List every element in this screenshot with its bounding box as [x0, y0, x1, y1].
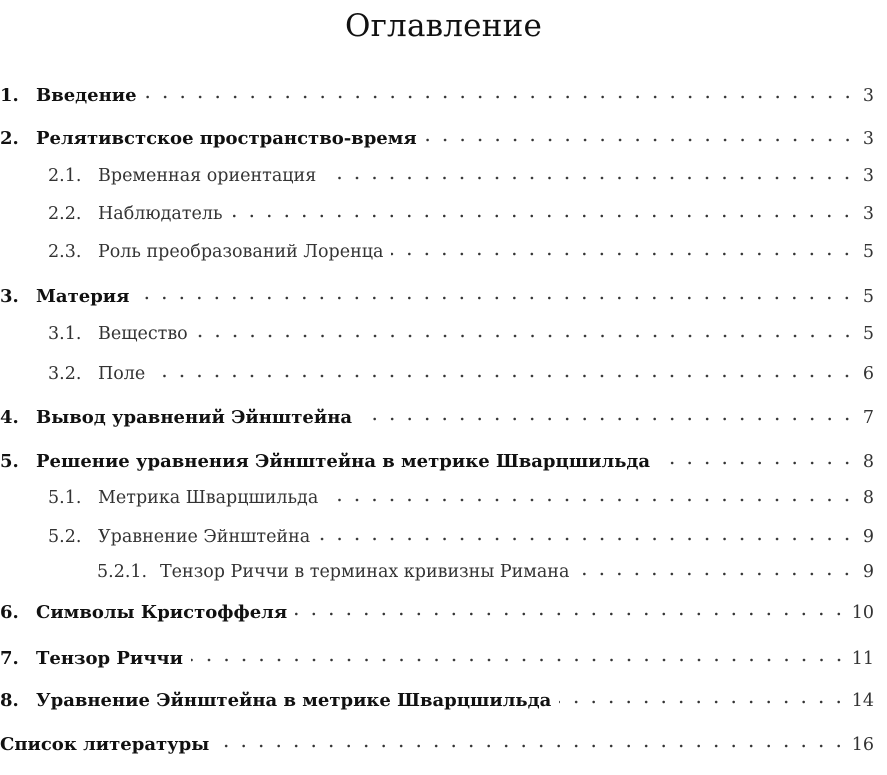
toc-entry-title: Решение уравнения Эйнштейна в метрике Шварцшильда [36, 451, 651, 472]
toc-entry-page: 5 [862, 242, 874, 262]
toc-entry-number: 6. [0, 602, 19, 623]
dot-leader [137, 288, 856, 308]
toc-entry-page: 11 [851, 649, 874, 669]
toc-entry-number: 1. [0, 85, 19, 106]
toc-entry-spacetime[interactable] [0, 128, 874, 154]
toc-entry-bibliography[interactable] [0, 734, 874, 760]
dot-leader [360, 409, 856, 429]
toc-entry-christoffel[interactable] [0, 602, 874, 628]
dot-leader [324, 168, 856, 188]
dot-leader [577, 564, 856, 584]
toc-entry-title: Вывод уравнений Эйнштейна [36, 407, 353, 428]
toc-entry-page: 8 [862, 488, 874, 508]
toc-entry-title: Список литературы [0, 734, 210, 755]
toc-entry-number: 3. [0, 286, 19, 307]
toc-entry-number: 5. [0, 451, 19, 472]
toc-entry-title: Вещество [98, 324, 188, 344]
toc-entry-title: Метрика Шварцшильда [98, 488, 319, 508]
toc-entry-page: 8 [862, 452, 874, 472]
toc-entry-page: 9 [862, 562, 874, 582]
toc-entry-title: Тензор Риччи в терминах кривизны Римана [160, 562, 570, 582]
toc-entry-introduction[interactable] [0, 85, 874, 111]
toc-entry-page: 5 [862, 324, 874, 344]
toc-entry-schwarzschild-solution[interactable] [0, 451, 874, 477]
toc-entry-matter[interactable] [0, 286, 874, 312]
toc-entry-page: 9 [862, 527, 874, 547]
toc-entry-page: 10 [851, 603, 874, 623]
dot-leader [425, 130, 856, 150]
toc-entry-number: 3.2. [48, 364, 82, 384]
toc-entry-title: Релятивстское пространство-время [36, 128, 417, 149]
dot-leader [217, 736, 847, 756]
toc-entry-schwarzschild-metric[interactable] [0, 488, 874, 514]
toc-entry-page: 3 [862, 204, 874, 224]
dot-leader [295, 604, 848, 624]
toc-entry-title: Уравнение Эйнштейна [98, 527, 311, 547]
toc-entry-title: Материя [36, 286, 130, 307]
toc-entry-number: 5.2.1. [97, 562, 148, 582]
toc-entry-field[interactable] [0, 364, 874, 390]
toc-entry-number: 3.1. [48, 324, 82, 344]
toc-entry-title: Роль преобразований Лоренца [98, 242, 384, 262]
toc-entry-lorentz[interactable] [0, 242, 874, 268]
dot-leader [318, 529, 856, 549]
dot-leader [326, 490, 856, 510]
toc-entry-time-orientation[interactable] [0, 166, 874, 192]
toc-entry-number: 7. [0, 648, 19, 669]
toc-entry-observer[interactable] [0, 204, 874, 230]
toc-entry-einstein-derivation[interactable] [0, 407, 874, 433]
toc-entry-title: Уравнение Эйнштейна в метрике Шварцшильда [36, 690, 552, 711]
toc-entry-number: 8. [0, 690, 19, 711]
toc-entry-title: Введение [36, 85, 137, 106]
toc-entry-einstein-equation[interactable] [0, 527, 874, 553]
toc-entry-page: 5 [862, 287, 874, 307]
dot-leader [191, 650, 848, 670]
toc-entry-page: 3 [862, 166, 874, 186]
toc-entry-page: 3 [862, 129, 874, 149]
dot-leader [196, 326, 856, 346]
toc-entry-title: Временная ориентация [98, 166, 317, 186]
toc-entry-page: 3 [862, 86, 874, 106]
dot-leader [230, 206, 856, 226]
dot-leader [559, 692, 847, 712]
toc-entry-ricci-riemann[interactable] [0, 562, 874, 588]
toc-entry-number: 5.1. [48, 488, 82, 508]
page-title: Оглавление [345, 8, 542, 44]
toc-entry-number: 2.3. [48, 242, 82, 262]
toc-entry-number: 5.2. [48, 527, 82, 547]
dot-leader [153, 366, 856, 386]
toc-entry-title: Тензор Риччи [36, 648, 183, 669]
dot-leader [391, 244, 856, 264]
toc-entry-title: Наблюдатель [98, 204, 223, 224]
toc-entry-number: 2.1. [48, 166, 82, 186]
toc-entry-number: 2. [0, 128, 19, 149]
toc-entry-substance[interactable] [0, 324, 874, 350]
dot-leader [658, 453, 856, 473]
toc-entry-number: 4. [0, 407, 19, 428]
toc-entry-page: 14 [851, 691, 874, 711]
toc-entry-number: 2.2. [48, 204, 82, 224]
toc-entry-einstein-schwarzschild[interactable] [0, 690, 874, 716]
toc-entry-title: Символы Кристоффеля [36, 602, 288, 623]
dot-leader [145, 87, 856, 107]
toc-entry-page: 7 [862, 408, 874, 428]
toc-entry-title: Поле [98, 364, 146, 384]
toc-entry-ricci-tensor[interactable] [0, 648, 874, 674]
toc-entry-page: 16 [851, 735, 874, 755]
toc-entry-page: 6 [862, 364, 874, 384]
